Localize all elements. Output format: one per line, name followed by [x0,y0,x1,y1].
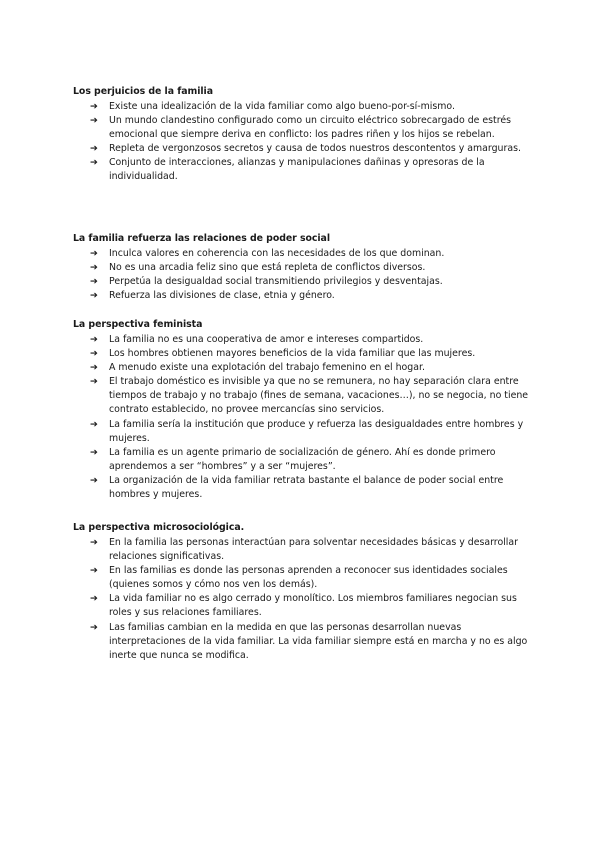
bullet-item [73,347,533,361]
section-title: Los perjuicios de la familia [73,86,213,97]
arrow-icon: ➔ [90,376,98,388]
arrow-icon: ➔ [90,446,98,458]
bullet-item [73,100,533,114]
bullet-text: La vida familiar no es algo cerrado y monolítico. Los miembros familiares negocian sus roles y sus relaciones familiares. [109,593,517,619]
bullet-list [73,247,533,303]
section-title: La perspectiva microsociológica. [73,522,245,533]
bullet-item [73,446,533,474]
arrow-icon: ➔ [90,101,98,112]
bullet-item [73,418,533,446]
arrow-icon: ➔ [90,262,98,274]
arrow-icon: ➔ [90,621,98,633]
section-microsociologica [73,521,533,663]
bullet-text: Existe una idealización de la vida familiar como algo bueno-por-sí-mismo. [109,101,455,112]
bullet-text: A menudo existe una explotación del trabajo femenino en el hogar. [109,362,425,374]
arrow-icon: ➔ [90,362,98,374]
bullet-item [73,361,533,375]
section-relaciones-poder [73,232,533,303]
bullet-item [73,592,533,620]
bullet-item [73,114,533,142]
bullet-text: Los hombres obtienen mayores beneficios de la vida familiar que las mujeres. [109,348,476,360]
section-title: La perspectiva feminista [73,319,203,330]
arrow-icon: ➔ [90,248,98,259]
bullet-text: En las familias es donde las personas aprenden a reconocer sus identidades sociales (quienes somos y cómo nos ven los demás). [109,565,508,591]
bullet-text: Inculca valores en coherencia con las necesidades de los que dominan. [109,248,445,259]
arrow-icon: ➔ [90,474,98,486]
arrow-icon: ➔ [90,115,98,127]
bullet-item [73,247,533,261]
arrow-icon: ➔ [90,537,98,548]
arrow-icon: ➔ [90,418,98,430]
bullet-text: Un mundo clandestino configurado como un circuito eléctrico sobrecargado de estrés emocional que siempre deriva en conflicto: los padres riñen y los hijos se rebelan. [109,115,512,141]
bullet-item [73,261,533,275]
bullet-text: La familia es un agente primario de socialización de género. Ahí es donde primero aprendemos a ser “hombres” y a ser “mujeres”. [109,446,496,472]
bullet-item [73,621,533,663]
bullet-list [73,536,533,663]
section-feminista [73,318,533,502]
arrow-icon: ➔ [90,143,98,155]
bullet-text: La organización de la vida familiar retrata bastante el balance de poder social entre hombres y mujeres. [109,474,504,501]
bullet-text: La familia sería la institución que produce y refuerza las desigualdades entre hombres y mujeres. [109,418,524,444]
arrow-icon: ➔ [90,290,98,302]
bullet-item [73,474,533,502]
bullet-text: Refuerza las divisiones de clase, etnia y género. [109,290,335,302]
bullet-text: En la familia las personas interactúan para solventar necesidades básicas y desarrollar relaciones significativas. [109,537,518,563]
bullet-item [73,289,533,303]
bullet-text: No es una arcadia feliz sino que está repleta de conflictos diversos. [109,262,426,274]
bullet-text: Perpetúa la desigualdad social transmitiendo privilegios y desventajas. [109,276,443,288]
arrow-icon: ➔ [90,276,98,288]
bullet-list [73,333,533,502]
arrow-icon: ➔ [90,565,98,577]
bullet-text: La familia no es una cooperativa de amor e intereses compartidos. [109,334,424,345]
bullet-item [73,375,533,417]
bullet-item [73,536,533,564]
bullet-item [73,333,533,347]
bullet-text: El trabajo doméstico es invisible ya que no se remunera, no hay separación clara entre tiempos de trabajo y no trabajo (fines de semana, vacaciones…), no se negocia, no tiene contrato establecido, no provee mercancías sino servicios. [109,376,529,416]
bullet-text: Conjunto de interacciones, alianzas y manipulaciones dañinas y opresoras de la individualidad. [109,157,485,183]
bullet-item [73,275,533,289]
bullet-item [73,564,533,592]
bullet-list [73,100,533,185]
bullet-item [73,142,533,156]
bullet-text: Las familias cambian en la medida en que las personas desarrollan nuevas interpretaciones de la vida familiar. La vida familiar siempre está en marcha y no es algo inerte que nunca se modifica. [109,621,528,661]
arrow-icon: ➔ [90,334,98,345]
arrow-icon: ➔ [90,348,98,360]
bullet-item [73,156,533,184]
section-perjuicios [73,85,533,185]
section-title: La familia refuerza las relaciones de poder social [73,233,330,244]
arrow-icon: ➔ [90,157,98,169]
arrow-icon: ➔ [90,593,98,605]
bullet-text: Repleta de vergonzosos secretos y causa de todos nuestros descontentos y amarguras. [109,143,521,155]
